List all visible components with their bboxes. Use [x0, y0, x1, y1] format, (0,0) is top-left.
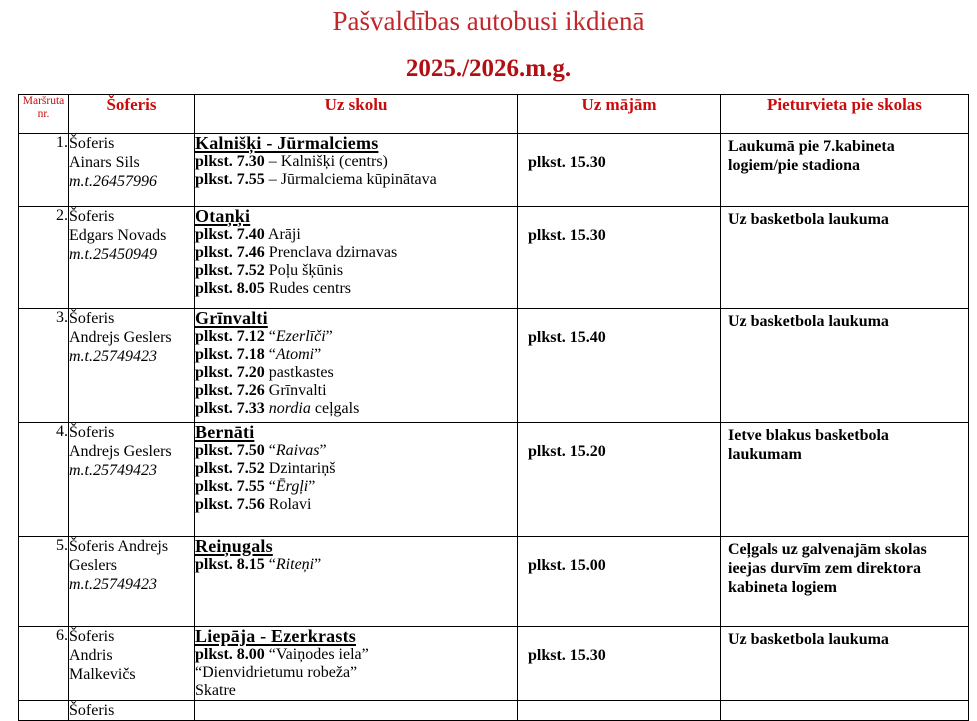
stop-time: plkst. 7.33 — [195, 400, 265, 417]
driver-cell — [69, 701, 195, 721]
stop-name-italic: Ērgļi — [275, 478, 309, 495]
stop-text: pastkastes — [264, 364, 334, 381]
stop-text: – Kalnišķi (centrs) — [264, 153, 388, 170]
page-title: Pašvaldības autobusi ikdienā — [332, 6, 645, 36]
driver-line: Šoferis — [69, 702, 115, 719]
stop-text: “ — [264, 556, 276, 573]
stop-text: “Vaiņodes iela” — [264, 646, 369, 663]
driver-phone: m.t.25749423 — [69, 462, 157, 479]
home-time: plkst. 15.30 — [528, 227, 606, 244]
route-cell — [195, 309, 518, 423]
stop-text: Grīnvalti — [264, 382, 327, 399]
empty-cell — [721, 701, 969, 721]
home-time-cell — [518, 207, 721, 309]
route-title: Reiņugals — [195, 536, 273, 556]
pickup-text: Uz basketbola laukuma — [728, 313, 889, 330]
partial-row — [19, 701, 969, 721]
driver-phone: m.t.26457996 — [69, 173, 157, 190]
header-pickup-place: Pieturvieta pie skolas — [721, 95, 969, 134]
route-stop — [195, 153, 517, 171]
stop-text: “Dienvidrietumu robeža” — [195, 664, 358, 681]
route-number: 3. — [19, 309, 69, 423]
pickup-text: Ietve blakus basketbola laukumam — [728, 427, 889, 463]
stop-text-after: ceļgals — [310, 400, 360, 417]
table-header-row — [19, 95, 969, 134]
stop-text: Skatre — [195, 682, 236, 699]
route-title: Bernāti — [195, 422, 255, 442]
stop-text: – Jūrmalciema kūpinātava — [264, 171, 437, 188]
route-number: 1. — [19, 134, 69, 207]
route-title: Kalnišķi - Jūrmalciems — [195, 133, 379, 153]
driver-phone: m.t.25749423 — [69, 576, 157, 593]
stop-time: plkst. 7.56 — [195, 496, 265, 513]
stop-text: Dzintariņš — [264, 460, 336, 477]
driver-cell — [69, 537, 195, 627]
route-number: 6. — [19, 627, 69, 701]
pickup-text: Ceļgals uz galvenajām skolas ieejas durvīm zem direktora kabineta logiem — [728, 541, 927, 596]
stop-name-italic: Raivas — [275, 442, 320, 459]
stop-time: plkst. 8.00 — [195, 646, 265, 663]
header-to-school: Uz skolu — [195, 95, 518, 134]
route-stop — [195, 244, 517, 262]
driver-line: Andrejs Geslers — [69, 443, 172, 460]
stop-time: plkst. 7.52 — [195, 460, 265, 477]
driver-line: Malkevičs — [69, 666, 136, 683]
driver-line: Šoferis — [69, 208, 115, 225]
header-driver: Šoferis — [69, 95, 195, 134]
driver-line: Edgars Novads — [69, 227, 167, 244]
stop-text: “ — [264, 328, 276, 345]
pickup-cell — [721, 537, 969, 627]
stop-time: plkst. 7.26 — [195, 382, 265, 399]
driver-line: Šoferis — [69, 628, 115, 645]
pickup-text: Laukumā pie 7.kabineta logiem/pie stadiona — [728, 138, 895, 174]
driver-cell — [69, 423, 195, 537]
route-cell — [195, 134, 518, 207]
route-stop — [195, 400, 517, 418]
route-number: 2. — [19, 207, 69, 309]
stop-text-after: ” — [308, 478, 316, 495]
route-stop — [195, 442, 517, 460]
pickup-cell — [721, 423, 969, 537]
driver-cell — [69, 627, 195, 701]
stop-name-italic: Riteņi — [275, 556, 315, 573]
empty-cell — [518, 701, 721, 721]
pickup-cell — [721, 134, 969, 207]
stop-text: “ — [264, 478, 276, 495]
stop-time: plkst. 7.46 — [195, 244, 265, 261]
driver-cell — [69, 134, 195, 207]
home-time: plkst. 15.30 — [528, 647, 606, 664]
route-stop — [195, 226, 517, 244]
page-subtitle: 2025./2026.m.g. — [405, 55, 572, 82]
route-stop — [195, 171, 517, 189]
route-number: 5. — [19, 537, 69, 627]
stop-text-after: ” — [325, 328, 333, 345]
driver-line: Šoferis Andrejs — [69, 538, 169, 555]
empty-cell — [195, 701, 518, 721]
stop-time: plkst. 7.55 — [195, 478, 265, 495]
stop-time: plkst. 7.40 — [195, 226, 265, 243]
route-stop — [195, 364, 517, 382]
driver-phone: m.t.25450949 — [69, 246, 157, 263]
stop-time: plkst. 7.50 — [195, 442, 265, 459]
home-time-cell — [518, 537, 721, 627]
pickup-cell — [721, 627, 969, 701]
stop-time: plkst. 7.55 — [195, 171, 265, 188]
route-stop — [195, 556, 517, 574]
stop-text-after: ” — [314, 556, 322, 573]
stop-text: Prenclava dzirnavas — [264, 244, 398, 261]
route-stop — [195, 682, 517, 700]
home-time-cell — [518, 627, 721, 701]
driver-phone: m.t.25749423 — [69, 348, 157, 365]
stop-time: plkst. 8.15 — [195, 556, 265, 573]
table-row-3 — [19, 309, 969, 423]
stop-text-after: ” — [319, 442, 327, 459]
stop-time: plkst. 7.30 — [195, 153, 265, 170]
stop-time: plkst. 7.52 — [195, 262, 265, 279]
pickup-cell — [721, 207, 969, 309]
driver-line: Šoferis — [69, 135, 115, 152]
table-row-2 — [19, 207, 969, 309]
table-row-1 — [19, 134, 969, 207]
stop-text: Rudes centrs — [264, 280, 351, 297]
route-title: Liepāja - Ezerkrasts — [195, 626, 356, 646]
route-stop — [195, 262, 517, 280]
route-stop — [195, 460, 517, 478]
home-time: plkst. 15.20 — [528, 443, 606, 460]
home-time: plkst. 15.30 — [528, 154, 606, 171]
route-title: Grīnvalti — [195, 308, 268, 328]
stop-name-italic: nordia — [268, 400, 311, 417]
driver-line: Andrejs Geslers — [69, 329, 172, 346]
table-row-5 — [19, 537, 969, 627]
stop-name-italic: Ezerlīči — [275, 328, 326, 345]
home-time-cell — [518, 423, 721, 537]
route-cell — [195, 627, 518, 701]
route-stop — [195, 646, 517, 664]
route-cell — [195, 207, 518, 309]
stop-time: plkst. 7.18 — [195, 346, 265, 363]
driver-line: Šoferis — [69, 424, 115, 441]
route-cell — [195, 423, 518, 537]
route-stop — [195, 280, 517, 298]
pickup-text: Uz basketbola laukuma — [728, 211, 889, 228]
home-time: plkst. 15.40 — [528, 329, 606, 346]
driver-line: Šoferis — [69, 310, 115, 327]
route-stop — [195, 478, 517, 496]
route-number: 4. — [19, 423, 69, 537]
stop-name-italic: Atomi — [275, 346, 315, 363]
driver-line: Andris — [69, 647, 113, 664]
home-time-cell — [518, 134, 721, 207]
stop-time: plkst. 7.12 — [195, 328, 265, 345]
pickup-cell — [721, 309, 969, 423]
route-stop — [195, 382, 517, 400]
route-stop — [195, 496, 517, 514]
route-title: Otaņķi — [195, 206, 251, 226]
driver-cell — [69, 309, 195, 423]
stop-text: Arāji — [264, 226, 301, 243]
pickup-text: Uz basketbola laukuma — [728, 631, 889, 648]
empty-cell — [19, 701, 69, 721]
home-time: plkst. 15.00 — [528, 557, 606, 574]
stop-time: plkst. 7.20 — [195, 364, 265, 381]
stop-text: “ — [264, 442, 276, 459]
route-stop — [195, 346, 517, 364]
table-row-6 — [19, 627, 969, 701]
driver-line: Geslers — [69, 557, 117, 574]
route-stop — [195, 328, 517, 346]
stop-text: Rolavi — [264, 496, 312, 513]
header-route-nr: Maršruta nr. — [19, 95, 69, 134]
stop-text: “ — [264, 346, 276, 363]
home-time-cell — [518, 309, 721, 423]
route-cell — [195, 537, 518, 627]
stop-time: plkst. 8.05 — [195, 280, 265, 297]
bus-schedule-table — [18, 94, 969, 721]
driver-line: Ainars Sils — [69, 154, 140, 171]
driver-cell — [69, 207, 195, 309]
stop-text: Poļu šķūnis — [264, 262, 344, 279]
stop-text-after: ” — [314, 346, 322, 363]
route-stop — [195, 664, 517, 682]
header-to-home: Uz mājām — [518, 95, 721, 134]
table-row-4 — [19, 423, 969, 537]
